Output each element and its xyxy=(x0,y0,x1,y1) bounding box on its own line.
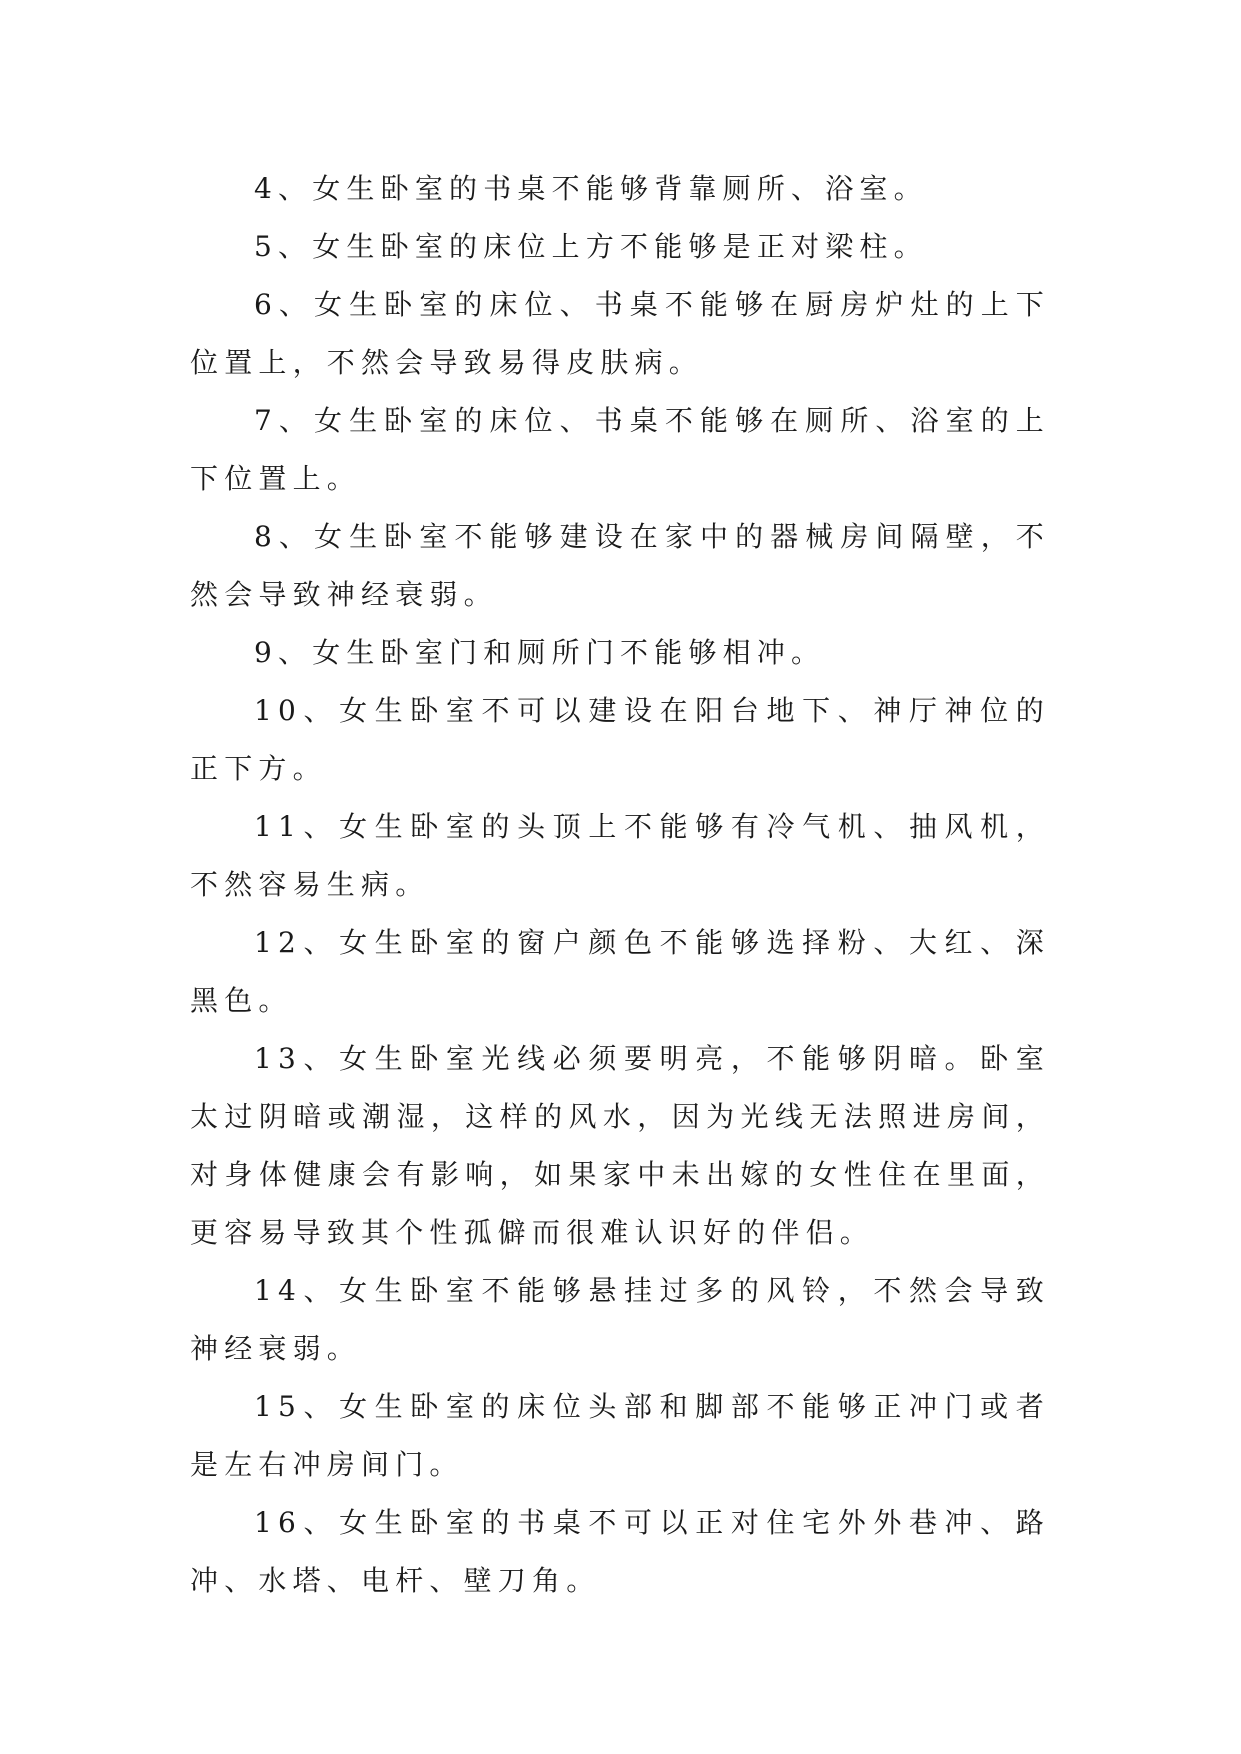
paragraph-item-8: 8、女生卧室不能够建设在家中的器械房间隔壁，不然会导致神经衰弱。 xyxy=(190,520,1050,611)
paragraph-item-13: 13、女生卧室光线必须要明亮，不能够阴暗。卧室太过阴暗或潮湿，这样的风水，因为光线无法照进房间，对身体健康会有影响，如果家中未出嫁的女性住在里面，更容易导致其个性孤僻而很难认识好的伴侣。 xyxy=(190,1042,1050,1249)
paragraph-item-5: 5、女生卧室的床位上方不能够是正对梁柱。 xyxy=(254,230,928,263)
paragraph-item-11: 11、女生卧室的头顶上不能够有冷气机、抽风机，不然容易生病。 xyxy=(190,810,1050,901)
paragraph-item-6: 6、女生卧室的床位、书桌不能够在厨房炉灶的上下位置上，不然会导致易得皮肤病。 xyxy=(190,288,1050,379)
paragraph-item-12: 12、女生卧室的窗户颜色不能够选择粉、大红、深黑色。 xyxy=(190,926,1050,1017)
paragraph-item-16: 16、女生卧室的书桌不可以正对住宅外外巷冲、路冲、水塔、电杆、壁刀角。 xyxy=(190,1506,1050,1597)
paragraph-item-9: 9、女生卧室门和厕所门不能够相冲。 xyxy=(254,636,826,669)
paragraph-item-4: 4、女生卧室的书桌不能够背靠厕所、浴室。 xyxy=(254,172,928,205)
paragraph-item-10: 10、女生卧室不可以建设在阳台地下、神厅神位的正下方。 xyxy=(190,694,1050,785)
paragraph-item-15: 15、女生卧室的床位头部和脚部不能够正冲门或者是左右冲房间门。 xyxy=(190,1390,1050,1481)
document-body xyxy=(190,160,1050,1610)
paragraph-item-7: 7、女生卧室的床位、书桌不能够在厕所、浴室的上下位置上。 xyxy=(190,404,1050,495)
paragraph-item-14: 14、女生卧室不能够悬挂过多的风铃，不然会导致神经衰弱。 xyxy=(190,1274,1050,1365)
